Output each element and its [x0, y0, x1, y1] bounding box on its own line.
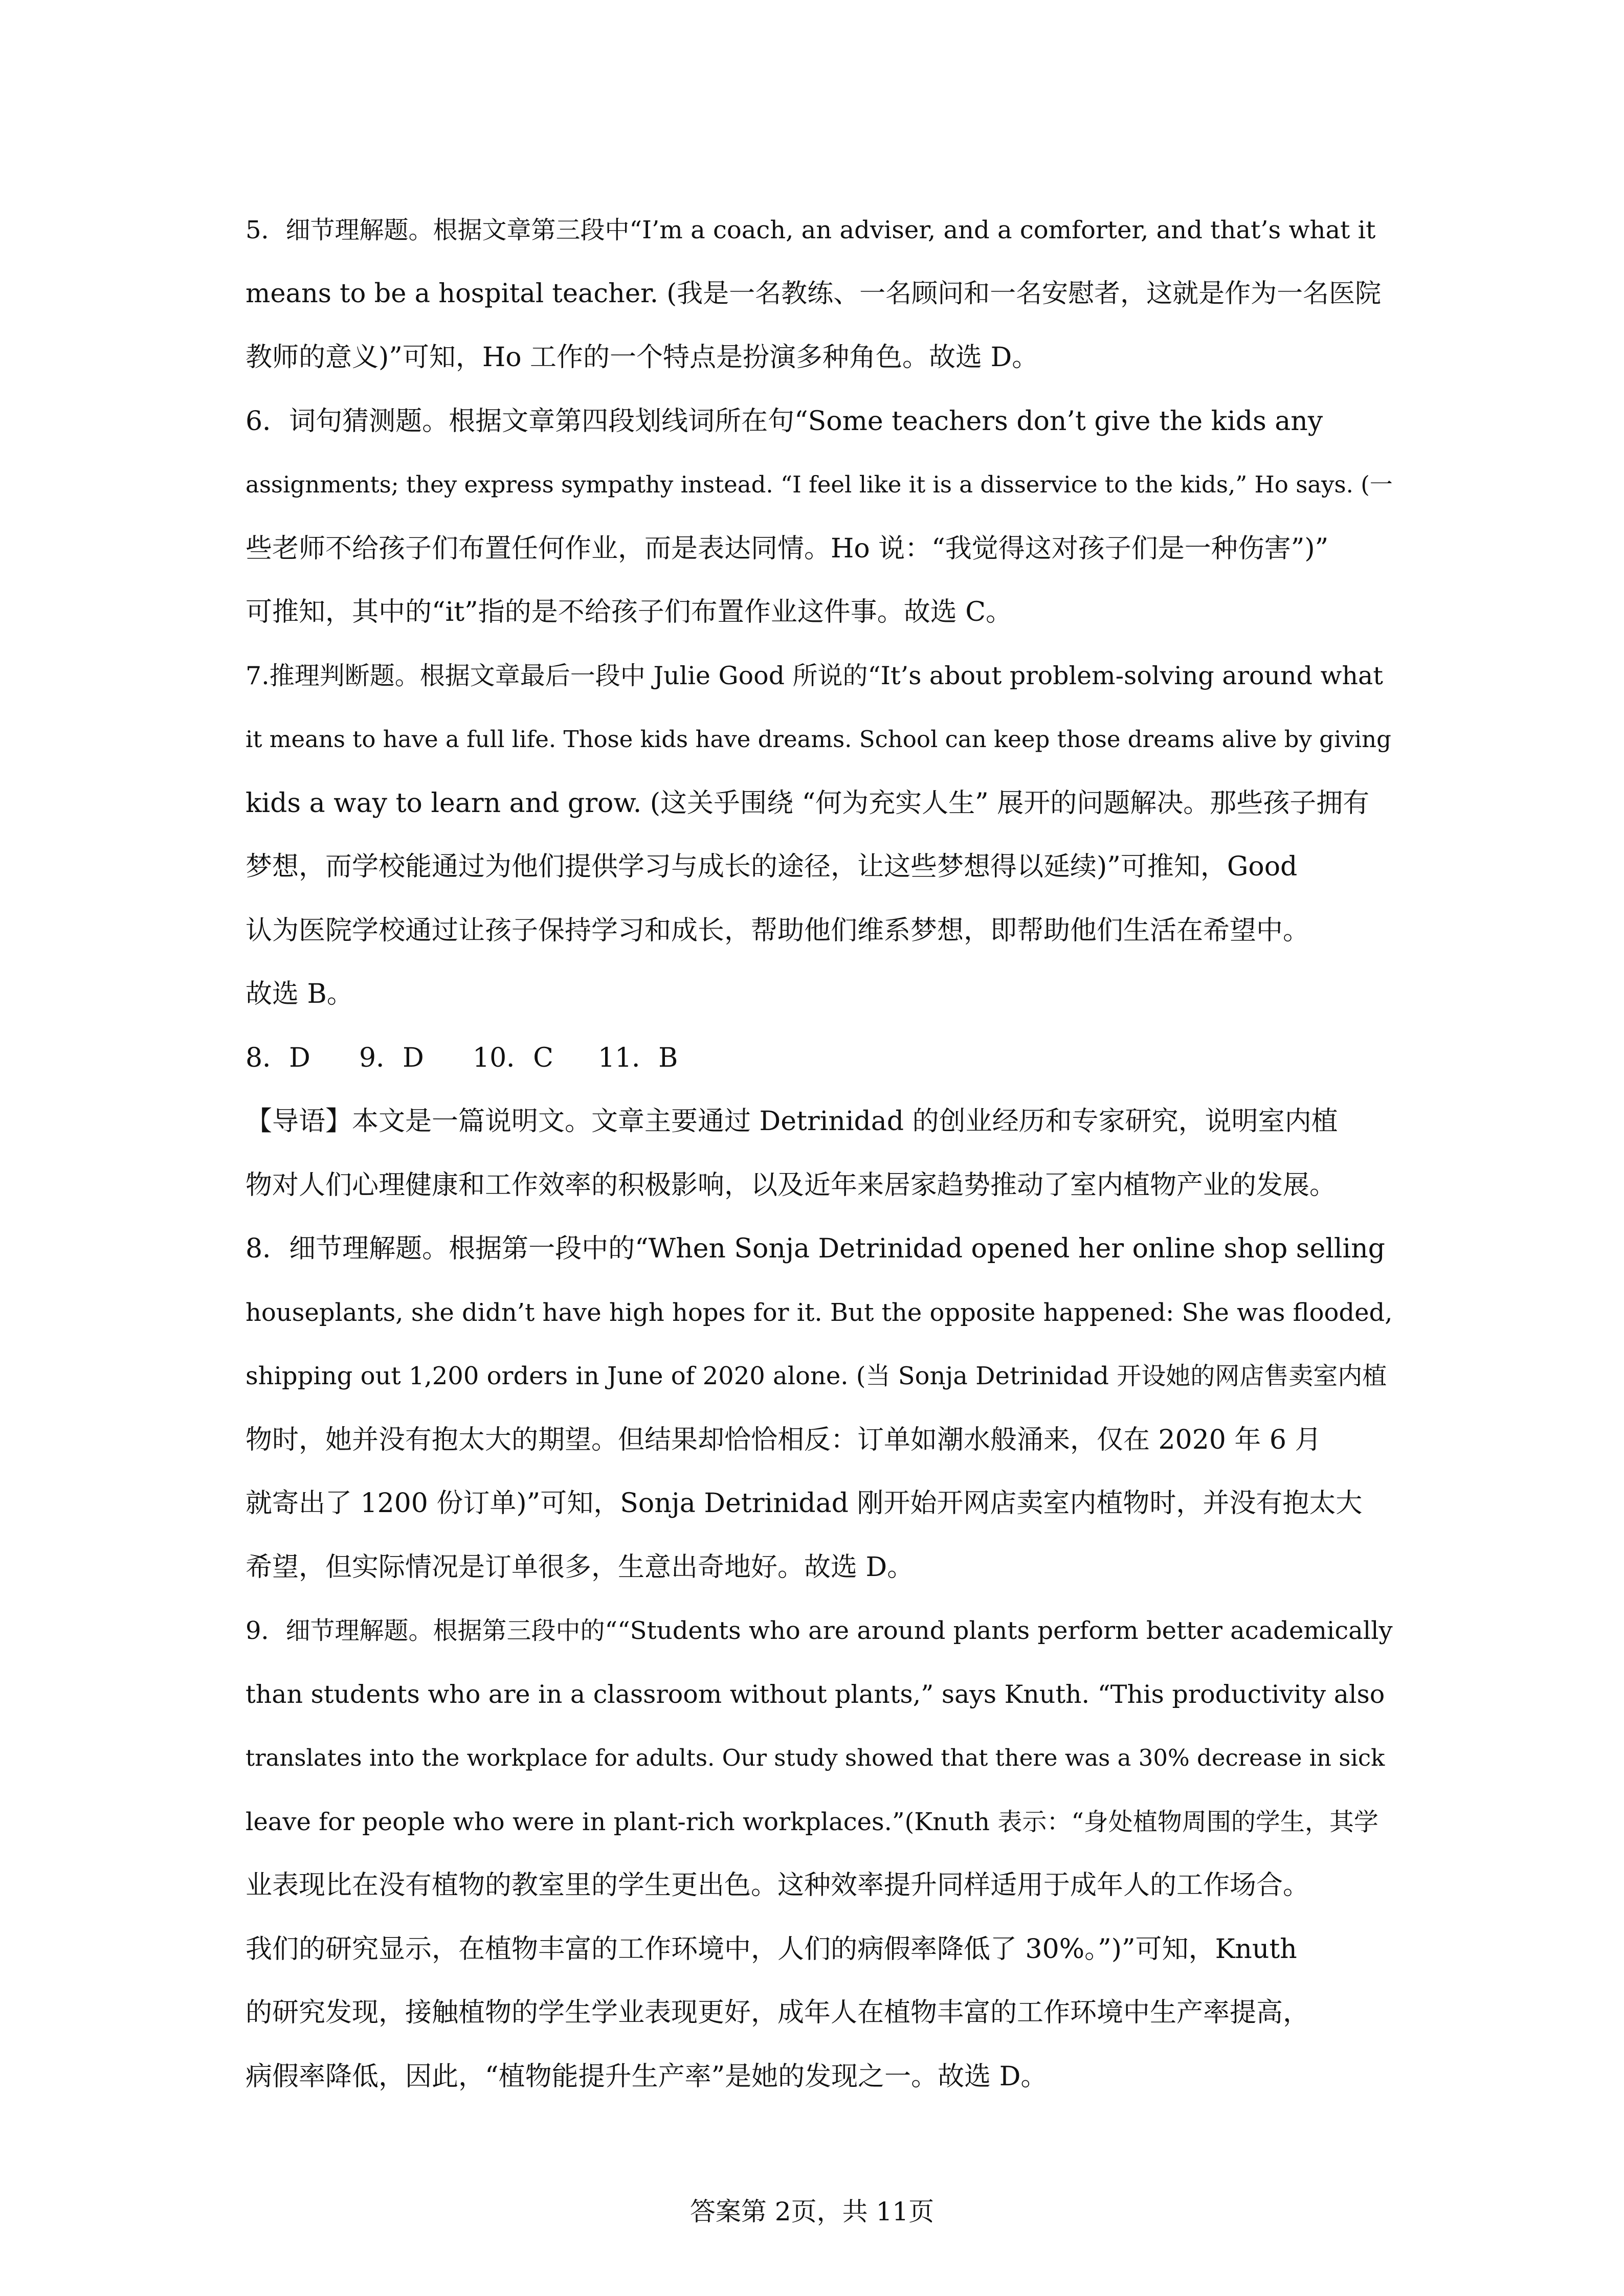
text-line: 就寄出了 1200 份订单)”可知，Sonja Detrinidad 刚开始开网店卖室内植物时，并没有抱太大	[246, 1488, 1363, 1519]
text-line: 认为医院学校通过让孩子保持学习和成长，帮助他们维系梦想，即帮助他们生活在希望中。	[246, 915, 1310, 946]
text-line: translates into the workplace for adults. Our study showed that there was a 30% decrease in sick	[246, 1744, 1385, 1771]
answer-8: 8．D	[246, 1042, 310, 1073]
text-line: means to be a hospital teacher. (我是一名教练、一名顾问和一名安慰者，这就是作为一名医院	[246, 278, 1382, 309]
text-line: 梦想，而学校能通过为他们提供学习与成长的途径，让这些梦想得以延续)”可推知，Good	[246, 851, 1298, 882]
answer-11: 11．B	[598, 1042, 678, 1073]
text-line: kids a way to learn and grow. (这关乎围绕 “何为充实人生” 展开的问题解决。那些孩子拥有	[246, 787, 1370, 819]
text-line: 希望，但实际情况是订单很多，生意出奇地好。故选 D。	[246, 1551, 914, 1583]
text-line: 些老师不给孩子们布置任何作业，而是表达同情。Ho 说：“我觉得这对孩子们是一种伤害”)”	[246, 533, 1329, 564]
text-line: 教师的意义)”可知，Ho 工作的一个特点是扮演多种角色。故选 D。	[246, 342, 1039, 373]
text-line: it means to have a full life. Those kids have dreams. School can keep those dreams alive by giving	[246, 726, 1391, 753]
document-body	[246, 198, 1396, 2108]
text-line: houseplants, she didn’t have high hopes for it. But the opposite happened: She was flooded,	[246, 1298, 1393, 1327]
text-line: leave for people who were in plant-rich workplaces.”(Knuth 表示：“身处植物周围的学生，其学	[246, 1807, 1378, 1836]
text-line: 可推知，其中的“it”指的是不给孩子们布置作业这件事。故选 C。	[246, 597, 1013, 627]
answer-key-line	[246, 1026, 1396, 1090]
answer-10: 10．C	[473, 1042, 553, 1073]
text-line: shipping out 1,200 orders in June of 2020 alone. (当 Sonja Detrinidad 开设她的网店售卖室内植	[246, 1362, 1387, 1390]
text-line: than students who are in a classroom without plants,” says Knuth. “This productivity also	[246, 1679, 1385, 1709]
text-line: assignments; they express sympathy instead. “I feel like it is a disservice to the kids,” Ho says. (一	[246, 471, 1393, 498]
text-line: 7.推理判断题。根据文章最后一段中 Julie Good 所说的“It’s about problem-solving around what	[246, 661, 1383, 690]
text-line: 我们的研究显示，在植物丰富的工作环境中，人们的病假率降低了 30%。”)”可知，Knuth	[246, 1933, 1297, 1965]
text-line: 物时，她并没有抱太大的期望。但结果却恰恰相反：订单如潮水般涌来，仅在 2020 年 6 月	[246, 1424, 1322, 1455]
answer-9: 9．D	[359, 1042, 424, 1073]
text-line: 5．细节理解题。根据文章第三段中“I’m a coach, an adviser, and a comforter, and that’s what it	[246, 216, 1376, 244]
text-line: 业表现比在没有植物的教室里的学生更出色。这种效率提升同样适用于成年人的工作场合。	[246, 1870, 1310, 1901]
text-line: 的研究发现，接触植物的学生学业表现更好，成年人在植物丰富的工作环境中生产率提高，	[246, 1997, 1310, 2028]
text-line: 8．细节理解题。根据第一段中的“When Sonja Detrinidad opened her online shop selling	[246, 1233, 1385, 1264]
text-line: 6．词句猜测题。根据文章第四段划线词所在句“Some teachers don’t give the kids any	[246, 406, 1323, 437]
text-line: 9．细节理解题。根据第三段中的““Students who are around plants perform better academically	[246, 1616, 1393, 1645]
intro-line: 【导语】本文是一篇说明文。文章主要通过 Detrinidad 的创业经历和专家研究，说明室内植	[246, 1106, 1338, 1137]
text-line: 病假率降低，因此，“植物能提升生产率”是她的发现之一。故选 D。	[246, 2061, 1048, 2092]
intro-line: 物对人们心理健康和工作效率的积极影响，以及近年来居家趋势推动了室内植物产业的发展。	[246, 1169, 1337, 1201]
text-line: 故选 B。	[246, 979, 353, 1009]
page-footer: 答案第 2页，共 11页	[689, 2197, 935, 2226]
